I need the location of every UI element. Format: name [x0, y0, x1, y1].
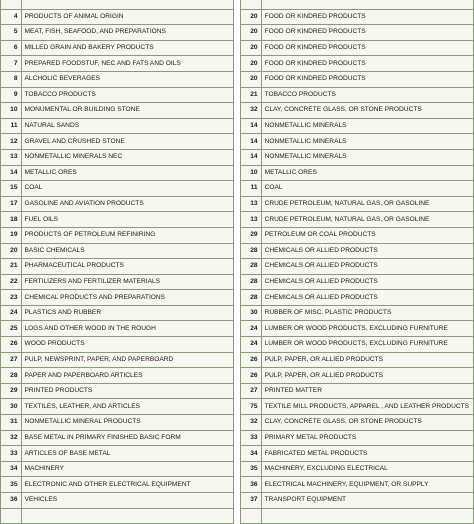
right-code-cell: 34 [241, 446, 262, 462]
left-code-cell [1, 0, 22, 9]
right-code-cell: 26 [241, 368, 262, 384]
table-row [1, 461, 474, 477]
left-code-cell: 9 [1, 87, 22, 103]
left-code-cell [1, 508, 22, 524]
left-code-cell: 34 [1, 461, 22, 477]
right-code-cell: 28 [241, 243, 262, 259]
left-code-cell: 19 [1, 227, 22, 243]
left-code-cell: 32 [1, 430, 22, 446]
column-gap [233, 274, 240, 290]
right-code-cell: 20 [241, 56, 262, 72]
left-code-cell: 21 [1, 259, 22, 275]
left-code-cell: 33 [1, 446, 22, 462]
column-gap [233, 149, 240, 165]
left-description-cell: NATURAL SANDS [21, 118, 233, 134]
right-description-cell: CHEMICALS OR ALLIED PRODUCTS [261, 259, 473, 275]
column-gap [233, 196, 240, 212]
right-code-cell: 37 [241, 493, 262, 509]
left-code-cell: 23 [1, 290, 22, 306]
column-gap [233, 56, 240, 72]
right-description-cell: CRUDE PETROLEUM, NATURAL GAS, OR GASOLINE [261, 212, 473, 228]
column-gap [233, 259, 240, 275]
left-description-cell: ALCHOLIC BEVERAGES [21, 71, 233, 87]
right-code-cell: 33 [241, 430, 262, 446]
left-description-cell: PAPER AND PAPERBOARD ARTICLES [21, 368, 233, 384]
left-code-cell: 30 [1, 399, 22, 415]
right-description-cell: ELECTRICAL MACHINERY, EQUIPMENT, OR SUPPLY [261, 477, 473, 493]
column-gap [233, 87, 240, 103]
table-row [1, 212, 474, 228]
left-description-cell: PRODUCTS OF ANIMAL ORIGIN [21, 9, 233, 25]
right-description-cell: RUBBER OF MISC. PLASTIC PRODUCTS [261, 305, 473, 321]
left-description-cell: COAL [21, 181, 233, 197]
table-row [1, 56, 474, 72]
right-code-cell: 20 [241, 71, 262, 87]
column-gap [233, 290, 240, 306]
left-description-cell: TEXTILES, LEATHER, AND ARTICLES [21, 399, 233, 415]
column-gap [233, 40, 240, 56]
right-code-cell: 28 [241, 259, 262, 275]
column-gap [233, 25, 240, 41]
right-description-cell: CHEMICALS OR ALLIED PRODUCTS [261, 274, 473, 290]
left-description-cell: GASOLINE AND AVIATION PRODUCTS [21, 196, 233, 212]
right-description-cell: FOOD OR KINDRED PRODUCTS [261, 71, 473, 87]
left-code-cell: 5 [1, 25, 22, 41]
left-code-cell: 4 [1, 9, 22, 25]
column-gap [233, 352, 240, 368]
right-description-cell: CLAY, CONCRETE GLASS, OR STONE PRODUCTS [261, 103, 473, 119]
left-description-cell: GRAVEL AND CRUSHED STONE [21, 134, 233, 150]
left-code-cell: 18 [1, 212, 22, 228]
left-code-cell: 14 [1, 165, 22, 181]
right-code-cell: 14 [241, 118, 262, 134]
column-gap [233, 134, 240, 150]
right-description-cell: CRUDE PETROLEUM, NATURAL GAS, OR GASOLINE [261, 196, 473, 212]
right-code-cell: 32 [241, 103, 262, 119]
right-code-cell: 32 [241, 415, 262, 431]
left-description-cell [21, 508, 233, 524]
right-description-cell: PULP, PAPER, OR ALLIED PRODUCTS [261, 368, 473, 384]
left-description-cell: NONMETALLIC MINERALS NEC [21, 149, 233, 165]
right-description-cell: FOOD OR KINDRED PRODUCTS [261, 9, 473, 25]
left-description-cell: FUEL OILS [21, 212, 233, 228]
column-gap [233, 337, 240, 353]
right-code-cell: 13 [241, 196, 262, 212]
right-description-cell: LUMBER OR WOOD PRODUCTS, EXCLUDING FURNITURE [261, 321, 473, 337]
table-row [1, 149, 474, 165]
left-code-cell: 17 [1, 196, 22, 212]
left-code-cell: 27 [1, 352, 22, 368]
column-gap [233, 305, 240, 321]
left-code-cell: 10 [1, 103, 22, 119]
right-description-cell: FOOD OR KINDRED PRODUCTS [261, 25, 473, 41]
right-description-cell: METALLIC ORES [261, 165, 473, 181]
table-row [1, 508, 474, 524]
column-gap [233, 212, 240, 228]
table-row [1, 399, 474, 415]
table-row [1, 337, 474, 353]
right-description-cell: TEXTILE MILL PRODUCTS, APPAREL , AND LEATHER PRODUCTS [261, 399, 473, 415]
left-code-cell: 24 [1, 305, 22, 321]
column-gap [233, 368, 240, 384]
left-description-cell: PHARMACEUTICAL PRODUCTS [21, 259, 233, 275]
right-code-cell: 27 [241, 383, 262, 399]
left-code-cell: 22 [1, 274, 22, 290]
column-gap [233, 227, 240, 243]
right-code-cell: 10 [241, 165, 262, 181]
right-code-cell: 24 [241, 321, 262, 337]
left-code-cell: 35 [1, 477, 22, 493]
left-description-cell: MILLED GRAIN AND BAKERY PRODUCTS [21, 40, 233, 56]
column-gap [233, 430, 240, 446]
right-description-cell: CHEMICALS OR ALLIED PRODUCTS [261, 290, 473, 306]
right-code-cell: 24 [241, 337, 262, 353]
left-description-cell: PREPARED FOODSTUF, NEC AND FATS AND OILS [21, 56, 233, 72]
left-description-cell: TOBACCO PRODUCTS [21, 87, 233, 103]
table-row [1, 196, 474, 212]
right-description-cell: FOOD OR KINDRED PRODUCTS [261, 56, 473, 72]
left-description-cell: ELECTRONIC AND OTHER ELECTRICAL EQUIPMENT [21, 477, 233, 493]
left-description-cell: MACHINERY [21, 461, 233, 477]
column-gap [233, 165, 240, 181]
right-description-cell: LUMBER OR WOOD PRODUCTS, EXCLUDING FURNITURE [261, 337, 473, 353]
right-description-cell [261, 508, 473, 524]
column-gap [233, 493, 240, 509]
right-description-cell: MACHINERY, EXCLUDING ELECTRICAL [261, 461, 473, 477]
right-description-cell: TRANSPORT EQUIPMENT [261, 493, 473, 509]
right-description-cell: PULP, PAPER, OR ALLIED PRODUCTS [261, 352, 473, 368]
right-code-cell: 29 [241, 227, 262, 243]
column-gap [233, 0, 240, 9]
table-row [1, 415, 474, 431]
left-description-cell: MONUMENTAL OR BUILDING STONE [21, 103, 233, 119]
right-code-cell: 20 [241, 9, 262, 25]
table-body [1, 0, 474, 524]
right-description-cell: PRIMARY METAL PRODUCTS [261, 430, 473, 446]
left-description-cell: BASE METAL IN PRIMARY FINISHED BASIC FORM [21, 430, 233, 446]
table-row [1, 352, 474, 368]
left-code-cell: 36 [1, 493, 22, 509]
table-row [1, 165, 474, 181]
left-description-cell: WOOD PRODUCTS [21, 337, 233, 353]
right-description-cell: PETROLEUM OR COAL PRODUCTS [261, 227, 473, 243]
column-gap [233, 383, 240, 399]
right-code-cell: 14 [241, 149, 262, 165]
column-gap [233, 103, 240, 119]
right-code-cell: 20 [241, 40, 262, 56]
right-description-cell: TOBACCO PRODUCTS [261, 87, 473, 103]
table-row [1, 25, 474, 41]
table-row [1, 446, 474, 462]
table-row [1, 0, 474, 9]
left-code-cell: 28 [1, 368, 22, 384]
right-code-cell: 28 [241, 290, 262, 306]
left-code-cell: 13 [1, 149, 22, 165]
right-description-cell: NONMETALLIC MINERALS [261, 134, 473, 150]
right-description-cell: COAL [261, 181, 473, 197]
column-gap [233, 118, 240, 134]
column-gap [233, 446, 240, 462]
table-row [1, 40, 474, 56]
table-row [1, 383, 474, 399]
right-description-cell: CLAY, CONCRETE GLASS, OR STONE PRODUCTS [261, 415, 473, 431]
left-description-cell: LOGS AND OTHER WOOD IN THE ROUGH [21, 321, 233, 337]
table-row [1, 290, 474, 306]
left-code-cell: 15 [1, 181, 22, 197]
column-gap [233, 399, 240, 415]
right-code-cell: 13 [241, 212, 262, 228]
right-code-cell: 36 [241, 477, 262, 493]
left-description-cell: BASIC CHEMICALS [21, 243, 233, 259]
table-row [1, 274, 474, 290]
right-code-cell [241, 508, 262, 524]
right-code-cell: 28 [241, 274, 262, 290]
column-gap [233, 321, 240, 337]
right-description-cell: NONMETALLIC MINERALS [261, 149, 473, 165]
table-row [1, 368, 474, 384]
left-code-cell: 12 [1, 134, 22, 150]
table-row [1, 305, 474, 321]
table-row [1, 134, 474, 150]
column-gap [233, 415, 240, 431]
left-code-cell: 7 [1, 56, 22, 72]
table-row [1, 118, 474, 134]
table-row [1, 477, 474, 493]
left-description-cell: PULP, NEWSPRINT, PAPER, AND PAPERBOARD [21, 352, 233, 368]
table-row [1, 87, 474, 103]
right-description-cell: FOOD OR KINDRED PRODUCTS [261, 40, 473, 56]
table-row [1, 430, 474, 446]
column-gap [233, 9, 240, 25]
left-description-cell: METALLIC ORES [21, 165, 233, 181]
right-code-cell: 14 [241, 134, 262, 150]
column-gap [233, 477, 240, 493]
left-code-cell: 31 [1, 415, 22, 431]
table-row [1, 321, 474, 337]
table-row [1, 103, 474, 119]
right-code-cell: 30 [241, 305, 262, 321]
left-code-cell: 25 [1, 321, 22, 337]
table-row [1, 243, 474, 259]
right-code-cell: 11 [241, 181, 262, 197]
left-description-cell [21, 0, 233, 9]
right-description-cell [261, 0, 473, 9]
table-row [1, 181, 474, 197]
left-code-cell: 6 [1, 40, 22, 56]
left-description-cell: PRODUCTS OF PETROLEUM REFINIRING [21, 227, 233, 243]
left-description-cell: ARTICLES OF BASE METAL [21, 446, 233, 462]
right-description-cell: FABRICATED METAL PRODUCTS [261, 446, 473, 462]
right-description-cell: NONMETALLIC MINERALS [261, 118, 473, 134]
left-code-cell: 8 [1, 71, 22, 87]
right-code-cell: 26 [241, 352, 262, 368]
left-code-cell: 26 [1, 337, 22, 353]
left-description-cell: MEAT, FISH, SEAFOOD, AND PREPARATIONS [21, 25, 233, 41]
left-description-cell: NONMETALLIC MINERAL PRODUCTS [21, 415, 233, 431]
right-description-cell: CHEMICALS OR ALLIED PRODUCTS [261, 243, 473, 259]
left-description-cell: FERTILIZERS AND FERTILIZER MATERIALS [21, 274, 233, 290]
right-description-cell: PRINTED MATTER [261, 383, 473, 399]
column-gap [233, 181, 240, 197]
right-code-cell [241, 0, 262, 9]
table-row [1, 227, 474, 243]
column-gap [233, 461, 240, 477]
table-row [1, 493, 474, 509]
right-code-cell: 35 [241, 461, 262, 477]
right-code-cell: 20 [241, 25, 262, 41]
table-row [1, 259, 474, 275]
left-code-cell: 29 [1, 383, 22, 399]
left-code-cell: 20 [1, 243, 22, 259]
column-gap [233, 243, 240, 259]
column-gap [233, 508, 240, 524]
right-code-cell: 75 [241, 399, 262, 415]
left-description-cell: CHEMICAL PRODUCTS AND PREPARATIONS [21, 290, 233, 306]
left-description-cell: PRINTED PRODUCTS [21, 383, 233, 399]
column-gap [233, 71, 240, 87]
table-row [1, 9, 474, 25]
right-code-cell: 21 [241, 87, 262, 103]
left-description-cell: VEHICLES [21, 493, 233, 509]
left-description-cell: PLASTICS AND RUBBER [21, 305, 233, 321]
table-row [1, 71, 474, 87]
left-code-cell: 11 [1, 118, 22, 134]
